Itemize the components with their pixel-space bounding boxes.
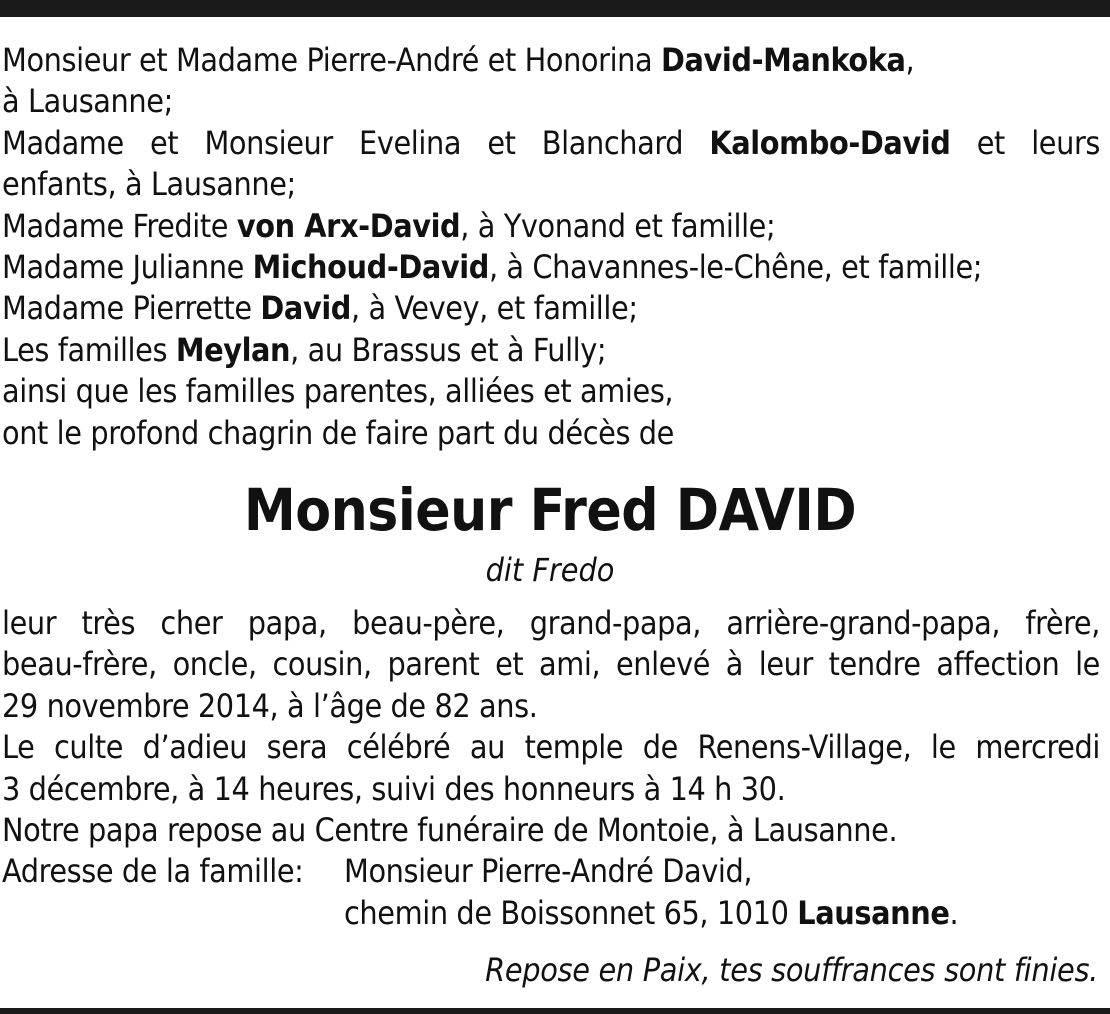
top-divider (0, 0, 1110, 17)
address-line-2: chemin de Boissonnet 65, 1010 Lausanne. (344, 893, 959, 932)
family-line: ainsi que les familles parentes, alliées et amies, (2, 372, 674, 411)
family-surname: David-Mankoka (661, 41, 906, 79)
family-line: Madame Pierrette David, à Vevey, et famille; (2, 289, 638, 328)
address-line-1: Monsieur Pierre-André David, (344, 852, 753, 891)
family-line: Les familles Meylan, au Brassus et à Fully; (2, 330, 607, 369)
deceased-name: Monsieur Fred DAVID (243, 476, 857, 544)
body-line: Le culte d’adieu sera célébré au temple de Renens-Village, le mercredi (2, 728, 1100, 767)
family-address (2, 851, 1100, 892)
body-line: beau-frère, oncle, cousin, parent et ami, enlevé à leur tendre affection le (2, 645, 1100, 684)
family-surname: Kalombo-David (709, 123, 951, 162)
family-surname: Michoud-David (252, 248, 489, 287)
family-surname: von Arx-David (236, 206, 461, 245)
obituary-body (2, 603, 1100, 934)
family-line: à Lausanne; (2, 82, 173, 121)
body-line: 3 décembre, à 14 heures, suivi des honneurs à 14 h 30. (2, 769, 786, 808)
family-surname: Meylan (175, 330, 291, 369)
body-line: 29 novembre 2014, à l’âge de 82 ans. (2, 686, 538, 725)
closing-phrase: Repose en Paix, tes souffrances sont finies. (485, 951, 1098, 989)
body-line: Notre papa repose au Centre funéraire de Montoie, à Lausanne. (2, 811, 898, 850)
family-line: Madame Julianne Michoud-David, à Chavannes-le-Chêne, et famille; (2, 248, 983, 287)
address-city: Lausanne (797, 893, 950, 932)
family-line: enfants, à Lausanne; (2, 165, 296, 204)
bottom-divider (0, 1008, 1110, 1014)
family-surname: David (260, 289, 351, 328)
address-label: Adresse de la famille: (2, 852, 304, 891)
family-announcement (2, 40, 1100, 454)
family-line: ont le profond chagrin de faire part du décès de (2, 413, 675, 452)
family-line: Madame et Monsieur Evelina et Blanchard Kalombo-David et leurs (2, 123, 1100, 162)
family-line: Madame Fredite von Arx-David, à Yvonand et famille; (2, 206, 776, 245)
family-line: Monsieur et Madame Pierre-André et Honorina David-Mankoka, (2, 41, 915, 79)
body-line: leur très cher papa, beau-père, grand-papa, arrière-grand-papa, frère, (2, 604, 1100, 642)
deceased-nickname: dit Fredo (485, 551, 615, 589)
